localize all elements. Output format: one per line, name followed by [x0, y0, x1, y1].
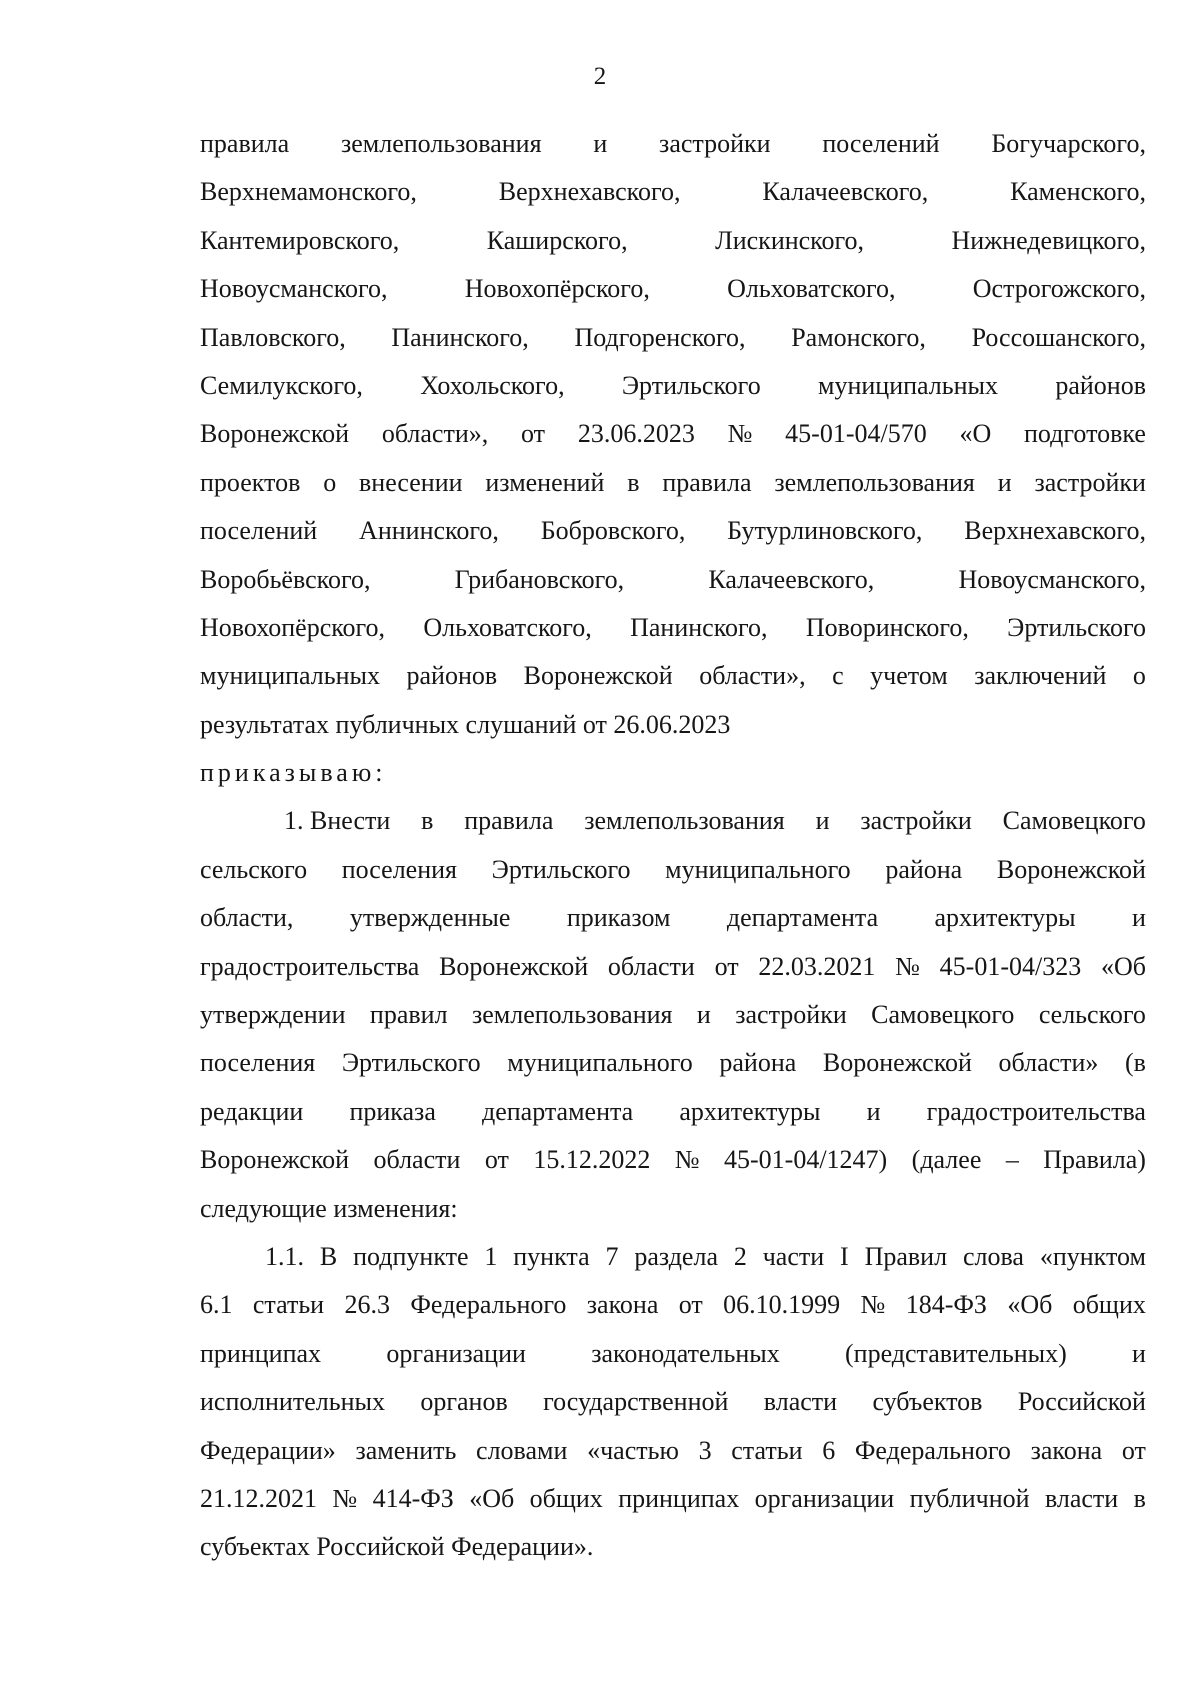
word: Новохопёрского, [200, 612, 386, 642]
word: районов [406, 661, 498, 691]
word: Эртильского [621, 370, 761, 400]
word: 1.1. [265, 1241, 304, 1271]
word: области», [381, 419, 489, 449]
word: пункта [513, 1241, 590, 1271]
word: Воронежской [822, 1048, 972, 1078]
word: в [1133, 1483, 1146, 1513]
word: слова [962, 1241, 1024, 1271]
word: области», [699, 661, 806, 691]
word: Россошанского, [971, 322, 1146, 352]
text-line: результатах публичных слушаний от 26.06.2023 [200, 709, 731, 739]
word: 45-01-04/1247) [724, 1145, 888, 1175]
word: органов [420, 1387, 508, 1417]
word: заменить [355, 1435, 457, 1465]
text-line [200, 846, 1146, 894]
word: закона [1030, 1435, 1103, 1465]
word: муниципального [665, 854, 851, 884]
word: законодательных [591, 1338, 780, 1368]
text-line: следующие изменения: [200, 1193, 458, 1223]
word: землепользования [774, 467, 975, 497]
text-line [200, 362, 1146, 410]
text-line [200, 410, 1146, 458]
text-line: приказываю: [200, 758, 387, 788]
word: Каменского, [1010, 177, 1146, 207]
word: словами [476, 1435, 568, 1465]
word: области, [200, 903, 294, 933]
word: редакции [200, 1096, 304, 1126]
word: землепользования [584, 806, 785, 836]
word: поселений [200, 516, 318, 546]
word: № [860, 1290, 886, 1320]
word: Панинского, [391, 322, 529, 352]
word: застройки [1034, 467, 1146, 497]
text-line [200, 894, 1146, 942]
word: Подгоренского, [574, 322, 746, 352]
word: «О [959, 419, 992, 449]
word: власти [763, 1387, 838, 1417]
word: приказа [349, 1096, 436, 1126]
word: поселений [822, 129, 940, 158]
word: организации [754, 1483, 895, 1513]
word: закона [586, 1290, 659, 1320]
word: района [719, 1048, 797, 1078]
text-line [200, 991, 1146, 1039]
word: 26.3 [344, 1290, 390, 1320]
word: организации [386, 1338, 526, 1368]
word: 7 [605, 1241, 619, 1271]
text-line [200, 459, 1146, 507]
word: 184-ФЗ [905, 1290, 987, 1320]
word: № [895, 951, 920, 981]
word: правила [662, 467, 752, 497]
word: области [373, 1145, 461, 1175]
word: принципах [618, 1483, 740, 1513]
word: и [593, 129, 608, 158]
text-line [200, 1378, 1146, 1426]
word: Рамонского, [791, 322, 926, 352]
word: Самовецкого [871, 1000, 1015, 1030]
word: общих [529, 1483, 603, 1513]
word: принципах [200, 1338, 322, 1368]
text-line [200, 314, 1146, 362]
word: Верхнехавского, [964, 516, 1146, 546]
word: Воробьёвского, [200, 564, 371, 594]
word: Эртильского [1007, 612, 1146, 642]
text-line: субъектах Российской Федерации». [200, 1532, 594, 1562]
word: утверждении [200, 1000, 346, 1030]
word: Ольховатского, [727, 274, 896, 304]
word: субъектов [872, 1387, 983, 1417]
word: Семилукского, [200, 370, 363, 400]
word: проектов [200, 467, 301, 497]
word: с [832, 661, 844, 691]
word: и [1132, 903, 1146, 933]
word: от [484, 1145, 509, 1175]
word: Эртильского [341, 1048, 481, 1078]
word: Бобровского, [540, 516, 686, 546]
word: Воронежской [523, 661, 673, 691]
word: 23.06.2023 [577, 419, 695, 449]
word: 22.03.2021 [758, 951, 876, 981]
word: Ольховатского, [423, 612, 592, 642]
word: архитектуры [934, 903, 1076, 933]
word: подготовке [1024, 419, 1146, 449]
word: муниципальных [818, 370, 999, 400]
word: (представительных) [845, 1338, 1067, 1368]
word: утвержденные [349, 903, 511, 933]
word: части [762, 1241, 825, 1271]
text-line [200, 265, 1146, 313]
page-number: 2 [593, 63, 607, 90]
word: департамента [726, 903, 879, 933]
word: Нижнедевицкого, [951, 225, 1146, 255]
word: изменений [485, 467, 605, 497]
word: государственной [543, 1387, 729, 1417]
text-line [200, 797, 1146, 845]
word: и [1132, 1338, 1146, 1368]
word: власти [1044, 1483, 1119, 1513]
word: раздела [634, 1241, 718, 1271]
word: общих [1072, 1290, 1146, 1320]
word: Правил [864, 1241, 948, 1271]
text-line [200, 556, 1146, 604]
word: муниципального [507, 1048, 693, 1078]
text-line [200, 943, 1146, 991]
word: о [323, 467, 337, 497]
word: № [332, 1483, 358, 1513]
word: 06.10.1999 [723, 1290, 841, 1320]
word: «Об [469, 1483, 515, 1513]
word: градостроительства [200, 951, 420, 981]
word: поселения [341, 854, 458, 884]
word: Панинского, [630, 612, 768, 642]
word: заключений [974, 661, 1107, 691]
text-line [200, 1330, 1146, 1378]
word: от [678, 1290, 703, 1320]
word: – [1005, 1145, 1019, 1175]
word: Богучарского, [991, 129, 1146, 158]
word: градостроительства [926, 1096, 1146, 1126]
word: 1. Внести [284, 806, 391, 836]
word: Калачеевского, [762, 177, 929, 207]
word: сельского [1038, 1000, 1146, 1030]
word: 414-ФЗ [372, 1483, 454, 1513]
word: Верхнемамонского, [200, 177, 417, 207]
word: Кантемировского, [200, 225, 400, 255]
word: I [840, 1241, 849, 1271]
word: 6 [822, 1435, 836, 1465]
word: учетом [870, 661, 948, 691]
word: Каширского, [486, 225, 628, 255]
word: «Об [1007, 1290, 1053, 1320]
word: исполнительных [200, 1387, 385, 1417]
word: Аннинского, [359, 516, 499, 546]
word: Федерального [854, 1435, 1011, 1465]
word: Павловского, [200, 322, 346, 352]
word: Новохопёрского, [464, 274, 650, 304]
word: и [815, 806, 830, 836]
word: в [421, 806, 434, 836]
word: Воронежской [200, 419, 350, 449]
text-line [200, 507, 1146, 555]
word: 45-01-04/323 [939, 951, 1082, 981]
word: 6.1 [200, 1290, 233, 1320]
text-line [200, 604, 1146, 652]
word: Новоусманского, [200, 274, 388, 304]
word: области» [998, 1048, 1099, 1078]
document-body [200, 120, 1146, 1572]
word: и [866, 1096, 881, 1126]
word: Бутурлиновского, [727, 516, 923, 546]
word: сельского [200, 854, 308, 884]
word: 45-01-04/570 [785, 419, 927, 449]
word: районов [1055, 370, 1146, 400]
text-line [200, 1136, 1146, 1184]
word: застройки [735, 1000, 847, 1030]
word: статьи [731, 1435, 803, 1465]
word: застройки [659, 129, 771, 158]
word: Правила) [1043, 1145, 1146, 1175]
word: подпункте [353, 1241, 469, 1271]
text-line [200, 652, 1146, 700]
word: поселения [200, 1048, 316, 1078]
word: района [885, 854, 963, 884]
word: области [607, 951, 695, 981]
word: Воронежской [996, 854, 1146, 884]
word: 1 [484, 1241, 498, 1271]
word: правила [200, 129, 290, 158]
word: в [627, 467, 640, 497]
word: «пунктом [1039, 1241, 1146, 1271]
text-line [200, 168, 1146, 216]
word: от [714, 951, 739, 981]
word: публичной [909, 1483, 1030, 1513]
text-line [200, 120, 1146, 168]
word: статьи [252, 1290, 325, 1320]
text-line [200, 1233, 1146, 1281]
word: Лискинского, [715, 225, 865, 255]
word: Острогожского, [972, 274, 1146, 304]
text-line [200, 1427, 1146, 1475]
word: департамента [481, 1096, 634, 1126]
word: Самовецкого [1002, 806, 1146, 836]
word: и [997, 467, 1012, 497]
word: Калачеевского, [708, 564, 875, 594]
word: Воронежской [200, 1145, 350, 1175]
word: Эртильского [491, 854, 631, 884]
word: землепользования [471, 1000, 673, 1030]
word: 15.12.2022 [533, 1145, 651, 1175]
word: и [696, 1000, 711, 1030]
word: «частью [587, 1435, 679, 1465]
word: о [1132, 661, 1146, 691]
word: внесении [359, 467, 463, 497]
text-line [200, 217, 1146, 265]
word: (в [1125, 1048, 1146, 1078]
word: 2 [733, 1241, 747, 1271]
text-line [200, 1475, 1146, 1523]
word: Грибановского, [454, 564, 625, 594]
word: В [319, 1241, 338, 1271]
word: правил [369, 1000, 448, 1030]
word: Воронежской [439, 951, 589, 981]
word: «Об [1100, 951, 1146, 981]
word: Российской [1017, 1387, 1146, 1417]
text-line [200, 1039, 1146, 1087]
text-line [200, 1088, 1146, 1136]
word: застройки [860, 806, 972, 836]
word: Новоусманского, [958, 564, 1146, 594]
word: Поворинского, [805, 612, 969, 642]
word: землепользования [340, 129, 542, 158]
word: от [521, 419, 546, 449]
word: 21.12.2021 [200, 1483, 317, 1513]
word: Федерального [410, 1290, 567, 1320]
word: (далее [911, 1145, 982, 1175]
word: № [727, 419, 753, 449]
word: Федерации» [200, 1435, 336, 1465]
word: архитектуры [679, 1096, 821, 1126]
word: правила [464, 806, 554, 836]
word: Верхнехавского, [498, 177, 681, 207]
text-line [200, 1281, 1146, 1329]
word: Хохольского, [420, 370, 565, 400]
word: от [1121, 1435, 1146, 1465]
word: муниципальных [200, 661, 381, 691]
word: 3 [698, 1435, 712, 1465]
word: приказом [566, 903, 671, 933]
word: № [674, 1145, 700, 1175]
